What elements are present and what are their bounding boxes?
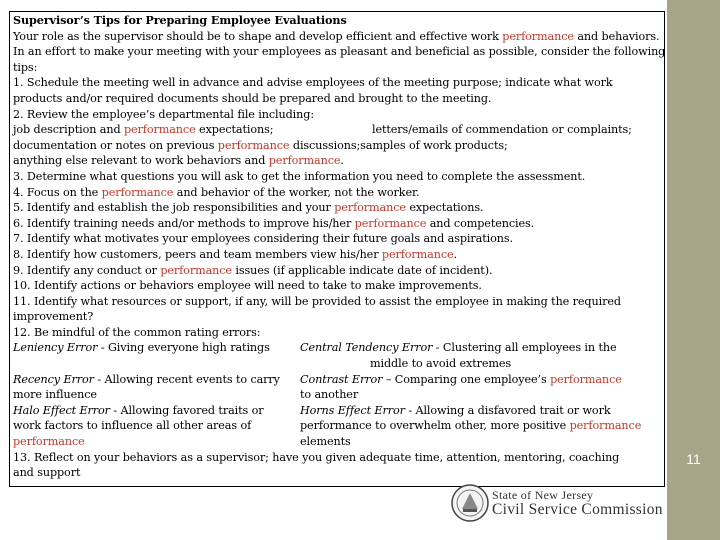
error-row-4: more influence to another	[13, 388, 359, 402]
tip-2: 2. Review the employee’s departmental file including:	[13, 107, 314, 121]
horns-effect-error: Horns Effect Error	[300, 403, 405, 417]
tip-4: 4. Focus on the performance and behavior of the worker, not the worker.	[13, 185, 420, 199]
central-tendency-error: Central Tendency Error	[300, 341, 433, 355]
tip-7: 7. Identify what motivates your employees considering their future goals and aspirations.	[13, 232, 513, 246]
logo-commission-text: Civil Service Commission	[492, 501, 663, 518]
tip-1-line-1: 1. Schedule the meeting well in advance and advise employees of the meeting purpose; indicate what work	[13, 76, 613, 90]
error-row-7: performance elements	[13, 435, 351, 449]
intro-line-1: Your role as the supervisor should be to shape and develop efficient and effective work performance and behaviors.	[13, 29, 660, 43]
tip-11-line-2: improvement?	[13, 310, 94, 324]
tip-8: 8. Identify how customers, peers and team members view his/her performance.	[13, 247, 458, 261]
error-row-2: middle to avoid extremes	[370, 357, 512, 371]
error-row-5: Halo Effect Error - Allowing favored traits or Horns Effect Error - Allowing a disfavored trait or work	[13, 403, 611, 417]
tip-6: 6. Identify training needs and/or methods to improve his/her performance and competencies.	[13, 216, 535, 230]
intro-line-3: tips:	[13, 60, 38, 74]
logo-state-text: State of New Jersey	[492, 488, 594, 502]
tip-1-line-2: products and/or required documents should be prepared and brought to the meeting.	[13, 91, 492, 105]
tip-5: 5. Identify and establish the job responsibilities and your performance expectations.	[13, 201, 484, 215]
tip-12: 12. Be mindful of the common rating errors:	[13, 325, 261, 339]
tip-13-line-1: 13. Reflect on your behaviors as a supervisor; have you given adequate time, attention, mentoring, coaching	[13, 450, 620, 464]
error-row-1: Leniency Error - Giving everyone high ratings Central Tendency Error - Clustering all employees in the	[13, 341, 617, 355]
contrast-error: Contrast Error	[300, 372, 383, 386]
page-number: 11	[686, 451, 701, 467]
document-body	[13, 13, 665, 481]
tip-13-line-2: and support	[13, 466, 81, 480]
checklist-row-2: documentation or notes on previous performance discussions;samples of work products;	[13, 138, 508, 152]
checklist-row-1: job description and performance expectations; letters/emails of commendation or complaints;	[13, 123, 632, 137]
checklist-row-3: anything else relevant to work behaviors and performance.	[13, 154, 344, 168]
halo-effect-error: Halo Effect Error	[13, 403, 110, 417]
document-title: Supervisor’s Tips for Preparing Employee Evaluations	[13, 13, 347, 27]
tip-9: 9. Identify any conduct or performance issues (if applicable indicate date of incident).	[13, 263, 493, 277]
error-row-3: Recency Error - Allowing recent events to carry Contrast Error – Comparing one employee’s performance	[13, 372, 622, 386]
recency-error: Recency Error	[13, 372, 94, 386]
tip-10: 10. Identify actions or behaviors employee will need to take to make improvements.	[13, 279, 482, 293]
tip-3: 3. Determine what questions you will ask to get the information you need to complete the assessment.	[13, 169, 586, 183]
error-row-6: work factors to influence all other areas of performance to overwhelm other, more positive performance	[13, 419, 642, 433]
intro-line-2: In an effort to make your meeting with your employees as pleasant and beneficial as possible, consider the following	[13, 45, 666, 59]
leniency-error: Leniency Error	[13, 341, 98, 355]
tip-11-line-1: 11. Identify what resources or support, if any, will be provided to assist the employee in making the required	[13, 294, 621, 308]
